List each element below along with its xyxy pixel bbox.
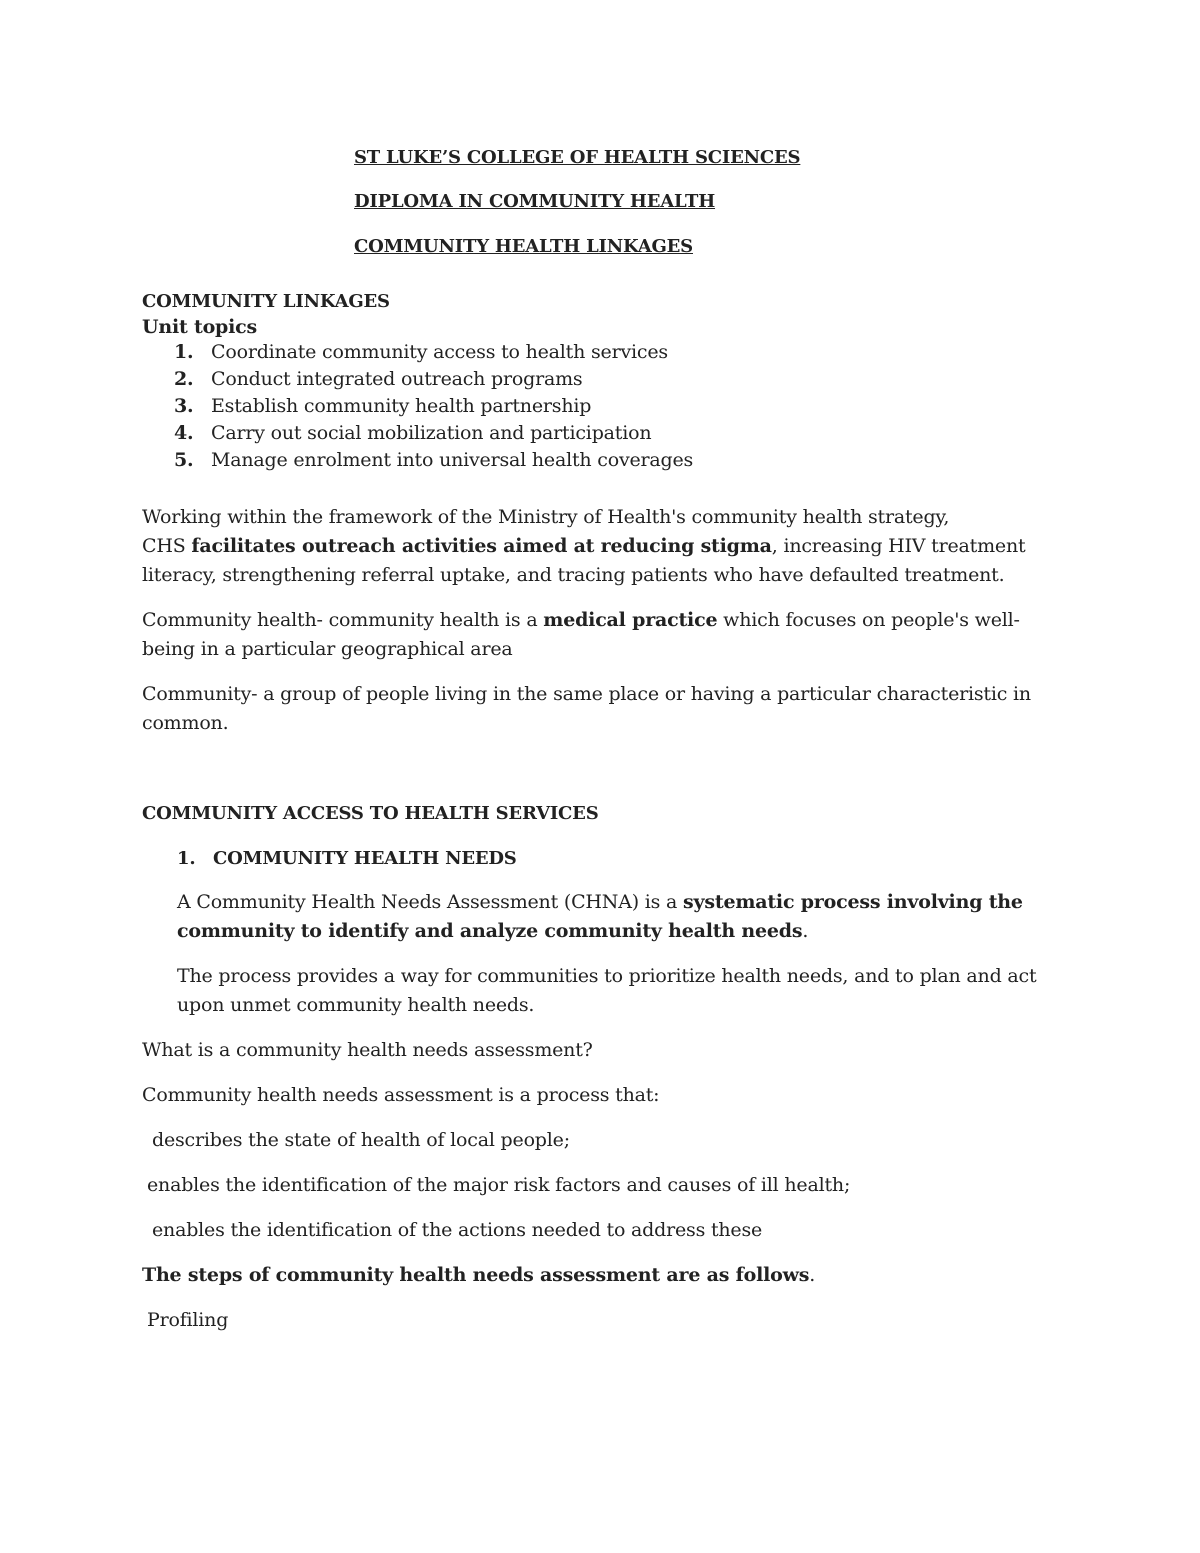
community-health-needs-heading: 1. COMMUNITY HEALTH NEEDS — [177, 848, 517, 869]
unit-topics-label: Unit topics — [142, 316, 258, 338]
list-item: 3. Establish community health partnership — [174, 395, 592, 417]
unit-topics-list — [142, 339, 693, 474]
community-access-heading: COMMUNITY ACCESS TO HEALTH SERVICES — [142, 803, 599, 824]
community-health-line-2: being in a particular geographical area — [142, 638, 513, 660]
steps-heading: The steps of community health needs assessment are as follows. — [142, 1264, 816, 1286]
process-line-2: upon unmet community health needs. — [177, 994, 535, 1016]
process-line-1: The process provides a way for communities to prioritize health needs, and to plan and act — [177, 965, 1037, 987]
diploma-title: DIPLOMA IN COMMUNITY HEALTH — [354, 191, 716, 212]
framework-line-2: CHS facilitates outreach activities aimed at reducing stigma, increasing HIV treatment — [142, 535, 1026, 557]
list-item: 2. Conduct integrated outreach programs — [174, 368, 583, 390]
community-line-1: Community- a group of people living in the same place or having a particular characteristic in — [142, 683, 1031, 705]
chna-line-1: A Community Health Needs Assessment (CHNA) is a systematic process involving the — [177, 891, 1023, 913]
framework-line-1: Working within the framework of the Ministry of Health's community health strategy, — [142, 506, 950, 528]
community-health-line-1: Community health- community health is a medical practice which focuses on people's well- — [142, 609, 1020, 631]
chna-line-2: community to identify and analyze community health needs. — [177, 920, 809, 942]
profiling-step: Profiling — [147, 1309, 229, 1331]
answer-intro: Community health needs assessment is a process that: — [142, 1084, 660, 1106]
question-text: What is a community health needs assessment? — [142, 1039, 593, 1061]
course-title: COMMUNITY HEALTH LINKAGES — [354, 236, 693, 257]
list-item: 1. Coordinate community access to health services — [174, 341, 668, 363]
community-linkages-heading: COMMUNITY LINKAGES — [142, 291, 390, 312]
list-item: 4. Carry out social mobilization and participation — [174, 422, 652, 444]
community-line-2: common. — [142, 712, 229, 734]
assessment-point-2: enables the identification of the major risk factors and causes of ill health; — [147, 1174, 851, 1196]
college-title: ST LUKE’S COLLEGE OF HEALTH SCIENCES — [354, 147, 801, 168]
assessment-point-3: enables the identification of the actions needed to address these — [152, 1219, 763, 1241]
assessment-point-1: describes the state of health of local people; — [152, 1129, 570, 1151]
list-item: 5. Manage enrolment into universal health coverages — [174, 449, 694, 471]
framework-line-3: literacy, strengthening referral uptake, and tracing patients who have defaulted treatment. — [142, 564, 1005, 586]
